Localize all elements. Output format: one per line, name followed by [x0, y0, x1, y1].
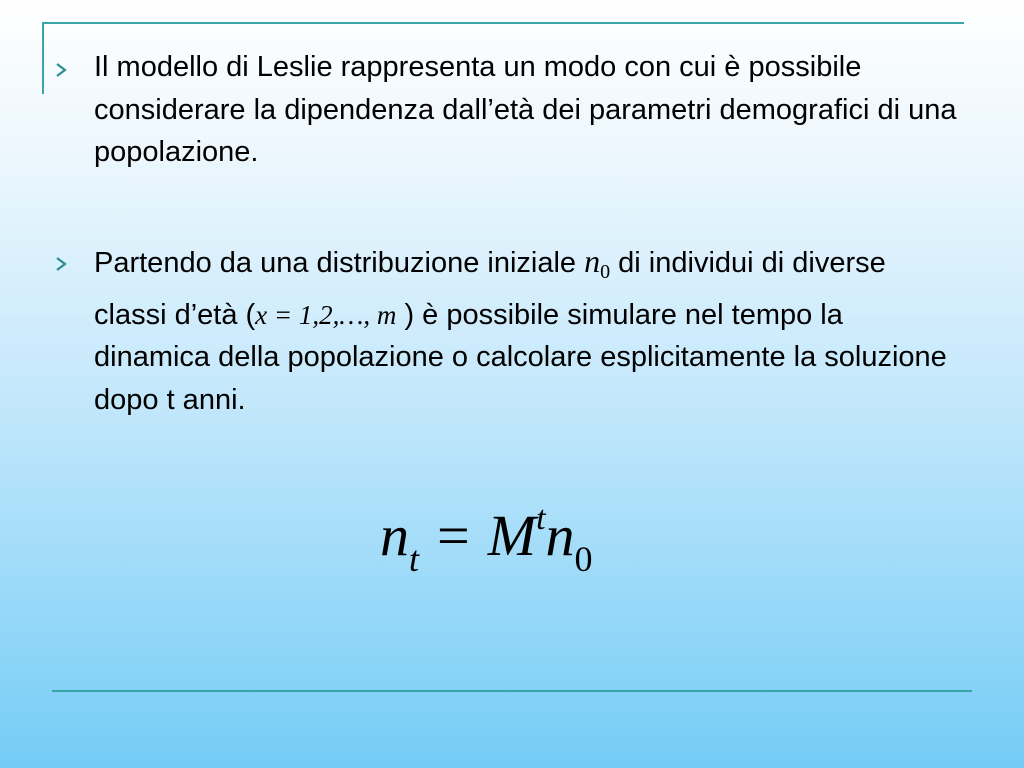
formula-power: t — [536, 500, 546, 537]
formula-lhs-variable: n — [380, 503, 409, 568]
top-rule — [42, 22, 964, 24]
left-rule — [42, 22, 44, 94]
bottom-rule — [52, 690, 972, 692]
paragraph2-part2: di individui di diverse classi d’età ( — [94, 247, 886, 331]
paragraph-leslie-model: Il modello di Leslie rappresenta un modo con cui è possibile considerare la dipendenza dall’età dei parametri demografici di una popolazione. — [94, 51, 957, 168]
leslie-formula — [380, 500, 660, 590]
age-class-range: x = 1,2,…, m — [255, 299, 397, 330]
formula-rhs-variable: n — [545, 503, 575, 568]
paragraph2-part1: Partendo da una distribuzione iniziale — [94, 247, 585, 279]
formula-lhs-subscript: t — [409, 539, 420, 579]
n0-variable: n — [584, 243, 601, 279]
chevron-right-icon — [54, 60, 74, 80]
paragraph-initial-distribution — [94, 240, 964, 421]
paragraph2-part3: ) è possibile simulare nel tempo la dinamica della popolazione o calcolare esplicitamente la soluzione dopo t anni. — [94, 298, 947, 416]
chevron-right-icon — [54, 254, 74, 274]
n0-subscript: 0 — [600, 261, 611, 283]
formula-rhs-subscript: 0 — [574, 539, 593, 579]
formula-equals: = — [437, 503, 470, 568]
formula-matrix: M — [487, 503, 537, 568]
